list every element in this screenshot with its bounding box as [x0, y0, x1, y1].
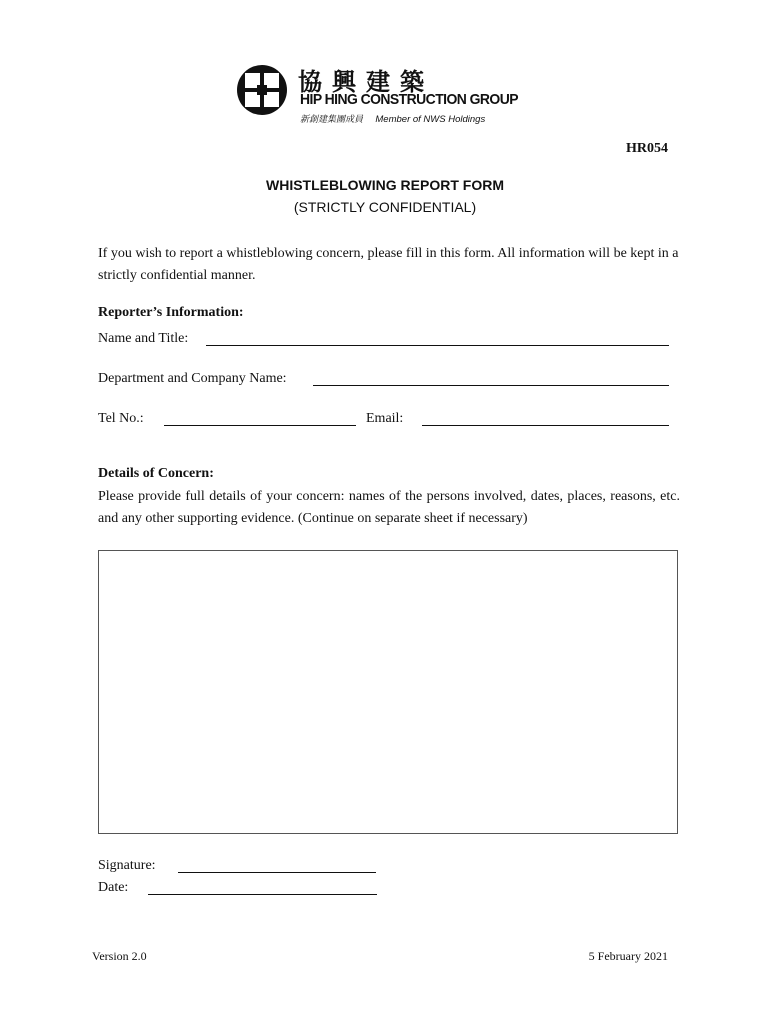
logo-member-line [300, 112, 485, 125]
department-company-label: Department and Company Name: [98, 371, 287, 386]
date-field[interactable] [148, 879, 377, 895]
department-company-field[interactable] [313, 370, 669, 386]
intro-text: If you wish to report a whistleblowing concern, please fill in this form. All information will be kept in a strictly confidential manner. [98, 246, 679, 283]
email-field[interactable] [422, 410, 669, 426]
logo-chinese-name: 協興建築 [298, 68, 434, 96]
footer-date: 5 February 2021 [588, 949, 668, 963]
details-description: Please provide full details of your concern: names of the persons involved, dates, places, reasons, etc. and any other supporting evidence. (Continue on separate sheet if necessary) [98, 489, 680, 526]
company-logo [236, 62, 526, 126]
form-subtitle: (STRICTLY CONFIDENTIAL) [293, 199, 477, 215]
logo-english-name: HIP HING CONSTRUCTION GROUP [300, 91, 518, 108]
concern-details-box[interactable] [98, 550, 678, 834]
footer-version: Version 2.0 [92, 949, 147, 963]
signature-field[interactable] [178, 857, 376, 873]
logo-member-chinese: 新創建集團成員 [300, 115, 364, 125]
tel-label: Tel No.: [98, 411, 144, 426]
company-logo-icon [236, 64, 288, 116]
email-label: Email: [366, 411, 404, 426]
tel-field[interactable] [164, 410, 356, 426]
date-label: Date: [98, 880, 129, 895]
reporter-heading: Reporter’s Information: [98, 305, 244, 320]
signature-label: Signature: [98, 858, 156, 873]
form-title: WHISTLEBLOWING REPORT FORM [266, 177, 504, 193]
form-code: HR054 [626, 141, 668, 156]
logo-member-english: Member of NWS Holdings [375, 114, 486, 125]
name-title-label: Name and Title: [98, 331, 189, 346]
name-title-field[interactable] [206, 330, 669, 346]
details-heading: Details of Concern: [98, 466, 214, 481]
